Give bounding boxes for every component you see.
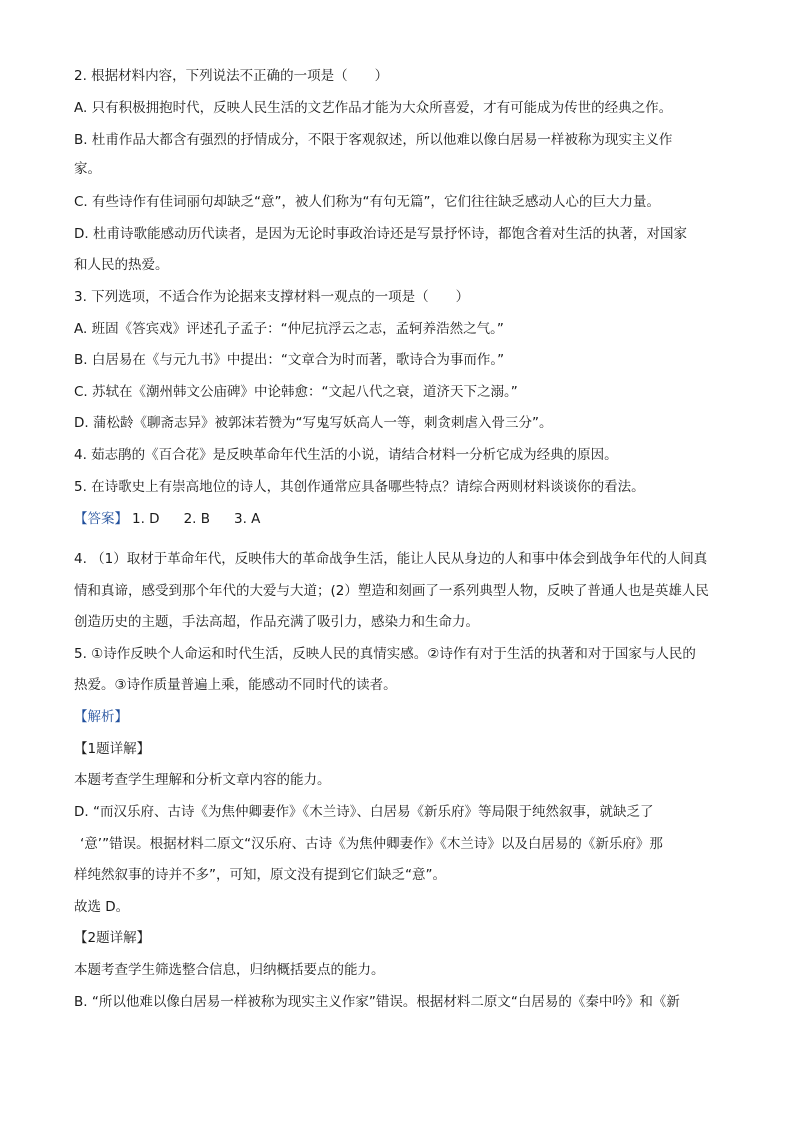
answer4-line1: 4. （1）取材于革命年代，反映伟大的革命战争生活，能让人民从身边的人和事中体会到战争年代的人间真 bbox=[74, 551, 708, 567]
answer5-line2: 热爱。③诗作质量普遍上乘，能感动不同时代的读者。 bbox=[74, 677, 397, 693]
answer-item: 2. B bbox=[183, 511, 211, 527]
detail2-label: 【2题详解】 bbox=[74, 930, 151, 946]
answer-item: 1. D bbox=[132, 511, 160, 527]
detail2-line1: 本题考查学生筛选整合信息，归纳概括要点的能力。 bbox=[74, 962, 385, 978]
q2-option-c: C. 有些诗作有佳词丽句却缺乏“意”，被人们称为“有句无篇”，它们往往缺乏感动人心的巨大力量。 bbox=[74, 194, 660, 210]
analysis-label: 【解析】 bbox=[74, 709, 128, 725]
q2-option-d: D. 杜甫诗歌能感动历代读者，是因为无论时事政治诗还是写景抒怀诗，都饱含着对生活的执著，对国家 bbox=[74, 226, 687, 242]
q2-option-b: B. 杜甫作品大都含有强烈的抒情成分，不限于客观叙述，所以他难以像白居易一样被称为现实主义作 bbox=[74, 132, 673, 148]
answer-item: 3. A bbox=[234, 511, 261, 527]
q3-option-a: A. 班固《答宾戏》评述孔子孟子：“仲尼抗浮云之志，孟轲养浩然之气。” bbox=[74, 321, 504, 337]
detail1-line3: ‘意’”错误。根据材料二原文“汉乐府、古诗《为焦仲卿妻作》《木兰诗》以及白居易的《新乐府》那 bbox=[80, 836, 663, 852]
detail1-line1: 本题考查学生理解和分析文章内容的能力。 bbox=[74, 772, 331, 788]
detail1-line5: 故选 D。 bbox=[74, 899, 130, 915]
q5-stem: 5. 在诗歌史上有崇高地位的诗人，其创作通常应具备哪些特点？请综合两则材料谈谈你的看法。 bbox=[74, 479, 645, 495]
q4-stem: 4. 茹志鹃的《百合花》是反映革命年代生活的小说，请结合材料一分析它成为经典的原因。 bbox=[74, 447, 618, 463]
answer-row bbox=[74, 510, 724, 528]
q3-option-b: B. 白居易在《与元九书》中提出：“文章合为时而著，歌诗合为事而作。” bbox=[74, 352, 505, 368]
q2-stem: 2. 根据材料内容，下列说法不正确的一项是（ ） bbox=[74, 68, 389, 84]
q2-option-d-cont: 和人民的热爱。 bbox=[74, 257, 169, 273]
q3-option-d: D. 蒲松龄《聊斋志异》被郭沫若赞为“写鬼写妖高人一等，刺贪刺虐入骨三分”。 bbox=[74, 415, 553, 431]
detail1-label: 【1题详解】 bbox=[74, 741, 151, 757]
detail1-line2: D. “而汉乐府、古诗《为焦仲卿妻作》《木兰诗》、白居易《新乐府》等局限于纯然叙事，就缺乏了 bbox=[74, 804, 654, 820]
detail1-line4: 样纯然叙事的诗并不多”，可知，原文没有提到它们缺乏“意”。 bbox=[74, 867, 446, 883]
detail2-line2: B. “所以他难以像白居易一样被称为现实主义作家”错误。根据材料二原文“白居易的《秦中吟》和《新 bbox=[74, 994, 680, 1010]
q2-option-a: A. 只有积极拥抱时代，反映人民生活的文艺作品才能为大众所喜爱，才有可能成为传世的经典之作。 bbox=[74, 100, 673, 116]
answer-label: 【答案】 bbox=[74, 511, 128, 527]
answer5-line1: 5. ①诗作反映个人命运和时代生活，反映人民的真情实感。②诗作有对于生活的执著和对于国家与人民的 bbox=[74, 646, 696, 662]
answer4-line2: 情和真谛，感受到那个年代的大爱与大道；(2）塑造和刻画了一系列典型人物，反映了普通人也是英雄人民 bbox=[74, 583, 709, 599]
q3-stem: 3. 下列选项，不适合作为论据来支撑材料一观点的一项是（ ） bbox=[74, 289, 470, 305]
answer4-line3: 创造历史的主题，手法高超，作品充满了吸引力，感染力和生命力。 bbox=[74, 614, 479, 630]
q2-option-b-cont: 家。 bbox=[74, 161, 101, 177]
q3-option-c: C. 苏轼在《潮州韩文公庙碑》中论韩愈：“文起八代之衰，道济天下之溺。” bbox=[74, 384, 518, 400]
